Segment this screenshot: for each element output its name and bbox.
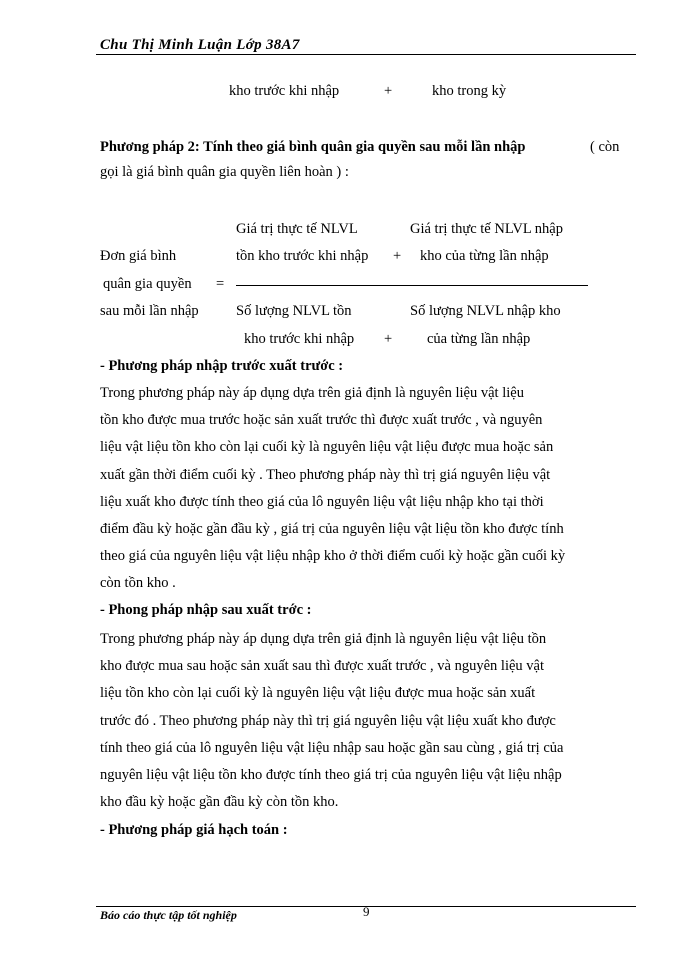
formula-den-a-line2: kho trước khi nhập: [244, 331, 355, 347]
formula-num-b-line1: Giá trị thực tế NLVL nhập: [410, 221, 563, 237]
lifo-line: nguyên liệu vật liệu tồn kho được tính theo giá trị của nguyên liệu vật liệu nhập: [100, 767, 562, 784]
lifo-line: kho được mua sau hoặc sản xuất sau thì được xuất trước , và nguyên liệu vật: [100, 658, 545, 675]
fifo-line: còn tồn kho .: [100, 575, 176, 592]
fifo-heading: - Phương pháp nhập trước xuất trước :: [100, 358, 344, 374]
formula-num-b-line2: kho của từng lần nhập: [420, 248, 549, 264]
method2-heading: Phương pháp 2: Tính theo giá bình quân gia quyền sau mỗi lần nhập: [100, 139, 526, 155]
fifo-line: điểm đầu kỳ hoặc gần đầu kỳ , giá trị của nguyên liệu vật liệu tồn kho được tính: [100, 521, 564, 538]
lifo-paragraph: [100, 626, 640, 816]
fifo-paragraph: [100, 380, 640, 598]
formula-num-a-line1: Giá trị thực tế NLVL: [236, 221, 358, 237]
fifo-line: liệu vật liệu tồn kho còn lại cuối kỳ là nguyên liệu vật liệu được mua hoặc sản: [100, 439, 554, 456]
header-rule: [96, 54, 636, 55]
fifo-line: liệu xuất kho được tính theo giá của lô nguyên liệu vật liệu nhập kho tại thời: [100, 493, 544, 510]
formula-label-line1: Đơn giá bình: [100, 248, 177, 264]
formula-num-plus: +: [393, 248, 402, 264]
intro-plus: +: [384, 83, 393, 99]
accounting-heading: - Phương pháp giá hạch toán :: [100, 822, 288, 838]
formula-equals: =: [216, 276, 225, 292]
lifo-line: trước đó . Theo phương pháp này thì trị giá nguyên liệu vật liệu xuất kho được: [100, 712, 556, 729]
page-header: Chu Thị Minh Luận Lớp 38A7: [100, 37, 300, 53]
lifo-line: Trong phương pháp này áp dụng dựa trên giả định là nguyên liệu vật liệu tồn: [100, 631, 547, 647]
lifo-line: tính theo giá của lô nguyên liệu vật liệu nhập sau hoặc gần sau cùng , giá trị của: [100, 739, 564, 756]
fifo-line: theo giá của nguyên liệu vật liệu nhập kho ở thời điểm cuối kỳ hoặc gần cuối kỳ: [100, 548, 566, 565]
page-number: 9: [363, 904, 370, 919]
fifo-line: Trong phương pháp này áp dụng dựa trên giả định là nguyên liệu vật liệu: [100, 385, 524, 401]
formula-label-line2: quân gia quyền: [103, 276, 192, 292]
lifo-line: kho đầu kỳ hoặc gần đầu kỳ còn tồn kho.: [100, 794, 339, 811]
formula-den-a-line1: Số lượng NLVL tồn: [236, 303, 352, 319]
formula-den-b-line2: của từng lần nhập: [427, 331, 531, 347]
fraction-bar: [236, 285, 588, 286]
method2-heading-tail: ( còn: [590, 139, 620, 155]
fifo-line: xuất gần thời điểm cuối kỳ . Theo phương pháp này thì trị giá nguyên liệu vật: [100, 466, 551, 483]
lifo-line: liệu tồn kho còn lại cuối kỳ là nguyên liệu vật liệu được mua hoặc sản xuất: [100, 685, 536, 702]
page-footer: Báo cáo thực tập tốt nghiệp: [100, 908, 237, 922]
formula-num-a-line2: tồn kho trước khi nhập: [236, 248, 369, 264]
method2-line2: gọi là giá bình quân gia quyền liên hoàn ) :: [100, 164, 349, 180]
lifo-heading: - Phong pháp nhập sau xuất trớc :: [100, 602, 312, 618]
formula-den-plus: +: [384, 331, 393, 347]
intro-right: kho trong kỳ: [432, 83, 507, 99]
fifo-line: tồn kho được mua trước hoặc sản xuất trước thì được xuất trước , và nguyên: [100, 412, 543, 429]
intro-left: kho trước khi nhập: [229, 83, 340, 99]
formula-label-line3: sau mỗi lần nhập: [100, 303, 199, 319]
formula-den-b-line1: Số lượng NLVL nhập kho: [410, 303, 561, 319]
